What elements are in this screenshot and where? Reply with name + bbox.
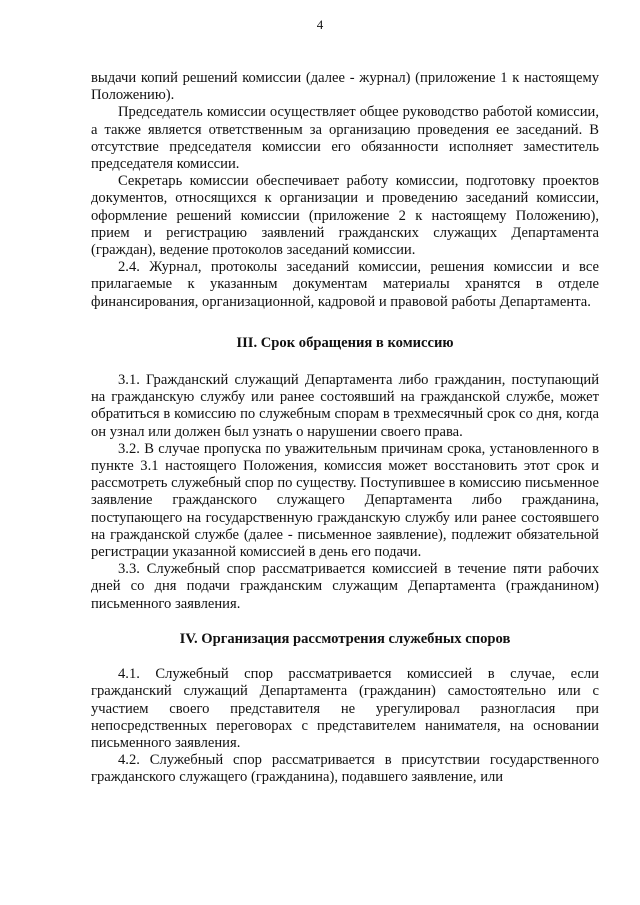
paragraph-3-1: 3.1. Гражданский служащий Департамента либо гражданин, поступающий на гражданскую службу или ранее состоявший на гражданской службе, может обратиться в комиссию по служебным спорам в трехмесячный срок со дня, когда он узнал или должен был узнать о нарушении своего права. [91,372,599,440]
page-number: 4 [316,17,324,32]
paragraph-secretary: Секретарь комиссии обеспечивает работу комиссии, подготовку проектов документов, относящихся к организации и проведению заседаний комиссии, оформление решений комиссии (приложение 2 к настоящему Положению), прием и регистрацию заявлений гражданских служащих Департамента (граждан), ведение протоколов заседаний комиссии. [91,173,599,259]
section-heading-4: IV. Организация рассмотрения служебных споров [179,630,511,647]
paragraph-journal-continuation: выдачи копий решений комиссии (далее - журнал) (приложение 1 к настоящему Положению). [91,70,599,104]
paragraph-2-4: 2.4. Журнал, протоколы заседаний комиссии, решения комиссии и все прилагаемые к указанным документам материалы хранятся в отделе финансирования, организационной, кадровой и правовой работы Департамента. [91,259,599,310]
paragraph-chairman: Председатель комиссии осуществляет общее руководство работой комиссии, а также является ответственным за организацию проведения ее заседаний. В отсутствие председателя комиссии его обязанности исполняет заместитель председателя комиссии. [91,104,599,173]
paragraph-3-2: 3.2. В случае пропуска по уважительным причинам срока, установленного в пункте 3.1 настоящего Положения, комиссия может восстановить этот срок и рассмотреть служебный спор по существу. Поступившее в комиссию письменное заявление гражданского служащего Департамента либо гражданина, поступающего на государственную гражданскую службу или ранее состоявшего на гражданской службе (далее - письменное заявление), подлежит обязательной регистрации указанной комиссией в день его подачи. [91,440,599,561]
paragraph-4-2: 4.2. Служебный спор рассматривается в присутствии государственного гражданского служащего (гражданина), подавшего заявление, или [91,752,599,786]
section-heading-3: III. Срок обращения в комиссию [236,334,454,351]
paragraph-4-1: 4.1. Служебный спор рассматривается комиссией в случае, если гражданский служащий Департамента (гражданин) самостоятельно или с участием своего представителя не урегулировал разногласия при непосредственных переговорах с представителем нанимателя, на основании письменного заявления. [91,666,599,751]
paragraph-3-3: 3.3. Служебный спор рассматривается комиссией в течение пяти рабочих дней со дня подачи гражданским служащим Департамента (гражданином) письменного заявления. [91,561,599,612]
document-body [91,70,599,787]
